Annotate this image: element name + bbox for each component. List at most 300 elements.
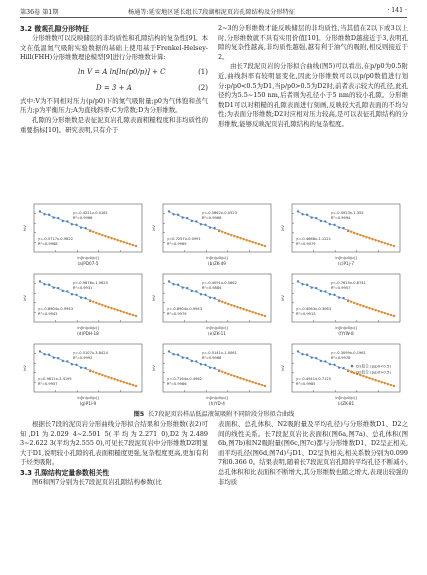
fit-r2-2: R²=0.9957 xyxy=(38,382,58,386)
d1-data-point xyxy=(347,229,349,231)
d2-data-point xyxy=(52,286,54,288)
fit-r2-1: R²=0.9994 xyxy=(330,216,351,220)
d1-data-point xyxy=(107,236,109,238)
d1-data-point xyxy=(245,239,247,241)
fit-r2-1: R²=0.9968 xyxy=(201,356,222,360)
d1-data-point xyxy=(356,303,358,305)
d2-data-point xyxy=(324,220,326,222)
paragraph: 图6和图7分别为长7段泥页岩孔隙结构参数(比 xyxy=(32,477,162,486)
d2-data-point xyxy=(57,217,59,219)
d2-data-point xyxy=(191,360,193,362)
d2-data-point xyxy=(66,360,68,362)
panel-label: (b)ZK-49 xyxy=(208,261,226,266)
d2-data-point xyxy=(168,210,170,212)
d2-data-point xyxy=(43,283,45,285)
d1-data-point xyxy=(347,299,349,301)
d2-data-point xyxy=(320,220,322,222)
fit-r2-1: R²=0.9966 xyxy=(201,216,222,220)
d1-data-point xyxy=(120,240,122,242)
d1-data-point xyxy=(113,308,115,310)
d2-data-point xyxy=(43,353,45,355)
d1-data-point xyxy=(390,244,392,246)
d2-data-point xyxy=(172,353,174,355)
d1-data-point xyxy=(359,304,361,306)
fractal-fitting-plots xyxy=(20,200,408,412)
d2-data-point xyxy=(186,287,188,289)
panel-label: (c)P1j-7 xyxy=(337,261,355,266)
fit-equation-1: y=-0.5862x-0.0523 xyxy=(201,211,237,215)
d1-data-point xyxy=(252,311,254,313)
d1-data-point xyxy=(239,237,241,239)
d2-data-point xyxy=(186,217,188,219)
d1-data-point xyxy=(107,376,109,378)
d2-data-point xyxy=(306,284,308,286)
d2-data-point xyxy=(209,296,211,298)
d1-data-point xyxy=(387,243,389,245)
x-axis-label: ln[ln(p0/p)] xyxy=(335,395,357,400)
y-axis-label: lnV xyxy=(280,364,285,372)
y-axis-label: lnV xyxy=(151,224,156,232)
panel-label: (g)P1i-9 xyxy=(79,401,97,406)
d2-data-point xyxy=(333,364,335,366)
panel-label: (h)YD-4 xyxy=(209,401,225,406)
d1-data-point xyxy=(378,310,380,312)
d2-data-point xyxy=(297,350,299,352)
d1-data-point xyxy=(249,380,251,382)
d2-data-point xyxy=(52,356,54,358)
d1-data-point xyxy=(95,372,97,374)
d2-data-point xyxy=(195,220,197,222)
d1-data-point xyxy=(233,375,235,377)
d1-data-point xyxy=(233,235,235,237)
d2-data-point xyxy=(342,367,344,369)
d1-data-point xyxy=(227,303,229,305)
d2-data-point xyxy=(310,216,312,218)
d2-data-point xyxy=(80,226,82,228)
d1-data-point xyxy=(113,378,115,380)
d1-data-point xyxy=(116,379,118,381)
d1-data-point xyxy=(224,232,226,234)
d1-data-point xyxy=(261,384,263,386)
d1-data-point xyxy=(362,235,364,237)
d1-data-point xyxy=(132,244,134,246)
panel-label: (e)ZK-11 xyxy=(208,331,226,336)
journal-volume: 第36卷 第1期 xyxy=(20,9,59,16)
d1-data-point xyxy=(224,372,226,374)
left-column-top xyxy=(20,24,208,135)
d2-data-point xyxy=(62,360,64,362)
d1-data-point xyxy=(239,377,241,379)
fit-equation-2: y=-0.4868x-1.1221 xyxy=(296,237,332,241)
d1-data-point xyxy=(347,369,349,371)
d1-data-point xyxy=(101,234,103,236)
fit-r2-1: R²=0.9884 xyxy=(201,286,222,290)
d1-data-point xyxy=(89,369,91,371)
d2-data-point xyxy=(62,220,64,222)
fit-r2-2: R²=0.9979 xyxy=(167,312,187,316)
d1-data-point xyxy=(236,376,238,378)
panel-label: (i)ZK-81 xyxy=(337,401,355,406)
d2-data-point xyxy=(213,367,215,369)
d1-data-point xyxy=(126,312,128,314)
fit-r2-2: R²=0.9979 xyxy=(296,242,316,246)
d2-data-point xyxy=(62,290,64,292)
d1-data-point xyxy=(264,315,266,317)
d1-data-point xyxy=(221,301,223,303)
d2-data-point xyxy=(52,216,54,218)
x-axis-label: ln[ln(p0/p)] xyxy=(77,325,99,330)
d1-data-point xyxy=(129,383,131,385)
d2-data-point xyxy=(181,356,183,358)
d2-data-point xyxy=(191,220,193,222)
fit-equation-2: y=-0.7164x-0.4962 xyxy=(167,377,203,381)
d2-data-point xyxy=(181,216,183,218)
d1-data-point xyxy=(107,306,109,308)
d1-data-point xyxy=(89,299,91,301)
d2-data-point xyxy=(342,297,344,299)
d2-data-point xyxy=(209,226,211,228)
d2-data-point xyxy=(297,280,299,282)
d1-data-point xyxy=(104,375,106,377)
d1-data-point xyxy=(218,229,220,231)
d2-data-point xyxy=(66,220,68,222)
d2-data-point xyxy=(186,357,188,359)
d1-data-point xyxy=(95,302,97,304)
d2-data-point xyxy=(301,353,303,355)
section-heading-3-3: 3.3 孔隙结构定量参数相关性 xyxy=(20,468,110,477)
d2-data-point xyxy=(191,290,193,292)
d2-data-point xyxy=(66,290,68,292)
x-axis-label: ln[ln(p0/p)] xyxy=(77,395,99,400)
d1-data-point xyxy=(242,308,244,310)
d1-data-point xyxy=(252,381,254,383)
d1-data-point xyxy=(245,309,247,311)
y-axis-label: lnV xyxy=(280,224,285,232)
legend-marker-d2 xyxy=(351,365,354,368)
equation-text: ln V = A ln[ln(p0/p)] + C xyxy=(78,67,166,76)
d1-data-point xyxy=(362,305,364,307)
x-axis-label: ln[ln(p0/p)] xyxy=(335,255,357,260)
legend-d2: D2拟合 (p/p0>0.5) xyxy=(356,369,391,375)
d1-data-point xyxy=(230,234,232,236)
d1-data-point xyxy=(371,238,373,240)
d1-data-point xyxy=(245,379,247,381)
d1-data-point xyxy=(387,313,389,315)
d1-data-point xyxy=(261,314,263,316)
d2-data-point xyxy=(310,286,312,288)
d1-data-point xyxy=(393,315,395,317)
d1-data-point xyxy=(221,231,223,233)
d1-data-point xyxy=(120,380,122,382)
d1-data-point xyxy=(368,237,370,239)
paragraph: 表面积、总孔体积、N2吸附量及平均孔径)与分形维数D1、D2之间的线性关系。长7段泥页岩比表面积(图6a,图7a)、总孔体积(图6b,图7b)和N2吸附量(图6c,图7c)都与分形维数D1、D2呈正相关,而平均孔径(图6d,图7d)与D1、D2呈负相关,相关系数分别为0.099 7和0.366 0。结果表明,随着长7段泥页岩孔隙的平均孔径不断减小,总孔体积和比表面积不断增大,其分形维数也随之增大,表现出较强的非均质 xyxy=(218,420,408,486)
d2-data-point xyxy=(48,354,50,356)
d2-data-point xyxy=(310,356,312,358)
d1-data-point xyxy=(242,378,244,380)
d2-data-point xyxy=(84,367,86,369)
fit-equation-1: y=-0.7615x-0.8741 xyxy=(330,281,366,285)
d1-data-point xyxy=(264,385,266,387)
d1-data-point xyxy=(129,243,131,245)
x-axis-label: ln[ln(p0/p)] xyxy=(206,255,228,260)
d1-data-point xyxy=(227,373,229,375)
d1-data-point xyxy=(230,374,232,376)
d1-data-point xyxy=(258,383,260,385)
d1-data-point xyxy=(221,371,223,373)
d1-data-point xyxy=(378,380,380,382)
fit-equation-2: y=-0.8904x-0.9943 xyxy=(167,307,203,311)
fit-equation-1: y=-0.4091x-0.5662 xyxy=(201,281,237,285)
y-axis-label: lnV xyxy=(151,294,156,302)
d2-data-point xyxy=(213,297,215,299)
d2-data-point xyxy=(213,227,215,229)
d1-data-point xyxy=(101,304,103,306)
d2-data-point xyxy=(172,213,174,215)
fit-r2-2: R²=0.9986 xyxy=(167,382,187,386)
page-number: · 141 · xyxy=(387,7,407,14)
d1-data-point xyxy=(113,238,115,240)
d1-data-point xyxy=(264,245,266,247)
d1-data-point xyxy=(218,299,220,301)
d1-data-point xyxy=(123,381,125,383)
d1-data-point xyxy=(126,242,128,244)
d2-data-point xyxy=(48,214,50,216)
fit-r2-1: R²=0.9966 xyxy=(72,216,93,220)
d2-data-point xyxy=(39,350,41,352)
d2-data-point xyxy=(329,293,331,295)
d1-data-point xyxy=(374,379,376,381)
d1-data-point xyxy=(258,243,260,245)
figure-caption xyxy=(20,409,408,418)
d2-data-point xyxy=(315,357,317,359)
d1-data-point xyxy=(126,382,128,384)
d2-data-point xyxy=(333,294,335,296)
d2-data-point xyxy=(338,226,340,228)
fit-equation-1: y=-0.4923x-1.355 xyxy=(330,211,364,215)
d1-data-point xyxy=(249,310,251,312)
d2-data-point xyxy=(204,224,206,226)
d1-data-point xyxy=(110,237,112,239)
d1-data-point xyxy=(255,242,257,244)
d1-data-point xyxy=(359,234,361,236)
d2-data-point xyxy=(177,284,179,286)
d1-data-point xyxy=(381,241,383,243)
d2-data-point xyxy=(297,210,299,212)
d1-data-point xyxy=(89,229,91,231)
d1-data-point xyxy=(135,315,137,317)
d1-data-point xyxy=(390,314,392,316)
article-running-title: 杨通等:延安地区延长组长7段湖相泥页岩孔隙结构及分形特征 xyxy=(128,9,295,16)
d1-data-point xyxy=(365,306,367,308)
d1-data-point xyxy=(368,377,370,379)
y-axis-label: lnV xyxy=(22,294,27,302)
fit-equation-1: y=-0.9876x-1.0625 xyxy=(72,281,108,285)
panel-label: (d)PDH-18 xyxy=(77,331,99,336)
d1-data-point xyxy=(371,308,373,310)
d1-data-point xyxy=(236,236,238,238)
d1-data-point xyxy=(371,378,373,380)
d1-data-point xyxy=(92,231,94,233)
d2-data-point xyxy=(84,227,86,229)
d1-data-point xyxy=(378,240,380,242)
d2-data-point xyxy=(39,210,41,212)
d2-data-point xyxy=(80,296,82,298)
fit-r2-1: R²=0.9931 xyxy=(72,286,93,290)
x-axis-label: ln[ln(p0/p)] xyxy=(206,325,228,330)
d2-data-point xyxy=(204,364,206,366)
d2-data-point xyxy=(71,293,73,295)
equation-number: (2) xyxy=(198,83,208,92)
d2-data-point xyxy=(43,213,45,215)
d1-data-point xyxy=(110,307,112,309)
d1-data-point xyxy=(132,314,134,316)
d1-data-point xyxy=(116,309,118,311)
fit-equation-2: y=-0.8904x-0.9943 xyxy=(38,307,74,311)
d2-data-point xyxy=(172,283,174,285)
legend-d1: D1拟合 (p/p0<0.5) xyxy=(356,363,391,369)
d2-data-point xyxy=(329,363,331,365)
d1-data-point xyxy=(116,239,118,241)
fit-r2-1: R²=0.9978 xyxy=(330,356,351,360)
d1-data-point xyxy=(92,301,94,303)
equation-text: D = 3 + A xyxy=(96,83,132,92)
fit-r2-2: R²=0.9985 xyxy=(296,382,316,386)
d2-data-point xyxy=(342,227,344,229)
d2-data-point xyxy=(177,354,179,356)
d1-data-point xyxy=(98,233,100,235)
d2-data-point xyxy=(71,223,73,225)
paragraph: 由长7段泥页岩的分形拟合曲线(图5)可以看出,在p/p0为0.5附近,曲线斜率有较明显变化,因此分形维数可以以p/p0数值进行划分:p/p0<0.5为D1,当p/p0>0.5为D2时,前者表示较大的孔径,此孔径约为5.5~150 nm,后者则为孔径小于5 nm的较小孔隙。分形维数D1可以对粗糙的孔隙表面进行刻画,反映较大孔隙表面的不均匀性;为表面分形维数;D2对应相对压力较高,是可以表征孔隙结构的分形维数,能够反映泥页岩孔隙结构的复杂程度。 xyxy=(218,62,408,128)
d2-data-point xyxy=(181,286,183,288)
fit-r2-2: R²=0.9968 xyxy=(38,242,58,246)
d1-data-point xyxy=(224,302,226,304)
d2-data-point xyxy=(315,287,317,289)
d2-data-point xyxy=(75,224,77,226)
d1-data-point xyxy=(249,240,251,242)
d1-data-point xyxy=(258,313,260,315)
d1-data-point xyxy=(365,236,367,238)
d1-data-point xyxy=(374,239,376,241)
d2-data-point xyxy=(306,214,308,216)
y-axis-label: lnV xyxy=(151,364,156,372)
d2-data-point xyxy=(315,217,317,219)
d1-data-point xyxy=(120,310,122,312)
fit-equation-2: y=-0.4063x-0.3063 xyxy=(296,307,332,311)
d2-data-point xyxy=(71,363,73,365)
paragraph: 式中:V为不同相对压力(p/p0)下的氮气吸附量;p0为气体饱和蒸气压力;p为平衡压力;A为直线斜率;C为常数;D为分形维数。 xyxy=(20,96,208,115)
d1-data-point xyxy=(95,232,97,234)
fit-equation-2: y=-0.4941x-0.7125 xyxy=(296,377,332,381)
d2-data-point xyxy=(168,280,170,282)
d1-data-point xyxy=(98,373,100,375)
d2-data-point xyxy=(57,357,59,359)
d1-data-point xyxy=(261,244,263,246)
d1-data-point xyxy=(381,311,383,313)
d1-data-point xyxy=(390,384,392,386)
d1-data-point xyxy=(135,245,137,247)
d1-data-point xyxy=(353,232,355,234)
fit-r2-2: R²=0.9969 xyxy=(167,242,187,246)
d2-data-point xyxy=(320,360,322,362)
d1-data-point xyxy=(218,369,220,371)
d1-data-point xyxy=(384,312,386,314)
left-column-bottom xyxy=(20,420,208,488)
d2-data-point xyxy=(306,354,308,356)
panel-label: (a)PD07-5 xyxy=(77,261,99,266)
fit-r2-2: R²=0.9942 xyxy=(38,312,58,316)
right-column-top xyxy=(218,24,408,130)
d1-data-point xyxy=(356,233,358,235)
d1-data-point xyxy=(362,375,364,377)
panel-label: (f)YW-8 xyxy=(338,331,354,336)
x-axis-label: ln[ln(p0/p)] xyxy=(206,395,228,400)
y-axis-label: lnV xyxy=(280,294,285,302)
equation-1 xyxy=(20,63,208,83)
fit-r2-1: R²=0.9957 xyxy=(330,286,351,290)
d1-data-point xyxy=(242,238,244,240)
d1-data-point xyxy=(384,242,386,244)
fit-equation-1: y=-0.4221x-0.0181 xyxy=(72,211,108,215)
d1-data-point xyxy=(384,382,386,384)
d2-data-point xyxy=(39,280,41,282)
d2-data-point xyxy=(75,294,77,296)
d1-data-point xyxy=(365,376,367,378)
y-axis-label: lnV xyxy=(22,364,27,372)
d1-data-point xyxy=(135,385,137,387)
d1-data-point xyxy=(236,306,238,308)
d2-data-point xyxy=(200,293,202,295)
d1-data-point xyxy=(252,241,254,243)
d1-data-point xyxy=(123,311,125,313)
d1-data-point xyxy=(239,307,241,309)
x-axis-label: ln[ln(p0/p)] xyxy=(77,255,99,260)
d2-data-point xyxy=(195,290,197,292)
d2-data-point xyxy=(84,297,86,299)
d2-data-point xyxy=(320,290,322,292)
d1-data-point xyxy=(353,302,355,304)
d1-data-point xyxy=(350,301,352,303)
d1-data-point xyxy=(368,307,370,309)
d1-data-point xyxy=(255,312,257,314)
d1-data-point xyxy=(255,382,257,384)
section-heading-3-2: 3.2 微观孔隙分形特征 xyxy=(20,25,89,33)
d2-data-point xyxy=(80,366,82,368)
fit-equation-1: y=-0.5107x-3.8424 xyxy=(72,351,108,355)
legend-marker-d1 xyxy=(351,371,354,374)
paragraph: 2~3的分形维数才能反映储层的非均质性,当其值在2以下或3以上时,分形维数就不具有实用价值[10]。分形维数D越接近于3,表明孔隙的复杂性越高,非均质性越强,越有利于油气的吸附,相反则接近于2。 xyxy=(218,24,408,61)
d1-data-point xyxy=(110,377,112,379)
d2-data-point xyxy=(168,350,170,352)
d2-data-point xyxy=(301,283,303,285)
fit-equation-1: y=-0.5141x-1.0061 xyxy=(201,351,237,355)
d1-data-point xyxy=(381,381,383,383)
d2-data-point xyxy=(57,287,59,289)
d1-data-point xyxy=(101,374,103,376)
d1-data-point xyxy=(233,305,235,307)
d1-data-point xyxy=(227,233,229,235)
d1-data-point xyxy=(98,303,100,305)
d2-data-point xyxy=(177,214,179,216)
d2-data-point xyxy=(75,364,77,366)
d1-data-point xyxy=(92,371,94,373)
d2-data-point xyxy=(204,294,206,296)
paragraph: 根据长7段的泥页岩分形曲线分形拟合结果和分形维数(表2)可知,D1为2.029 4~2.501 5(平均为2.271 0),D2为2.489 3~2.622 3(平均为2.555 0),可见长7段泥页岩中分形维数D2明显大于D1,说明较小孔隙的孔表面粗糙度更强,复杂程度更高,更加有利于烃类吸附。 xyxy=(20,420,208,467)
y-axis-label: lnV xyxy=(22,224,27,232)
d2-data-point xyxy=(48,284,50,286)
d1-data-point xyxy=(350,231,352,233)
x-axis-label: ln[ln(p0/p)] xyxy=(335,325,357,330)
d1-data-point xyxy=(123,241,125,243)
